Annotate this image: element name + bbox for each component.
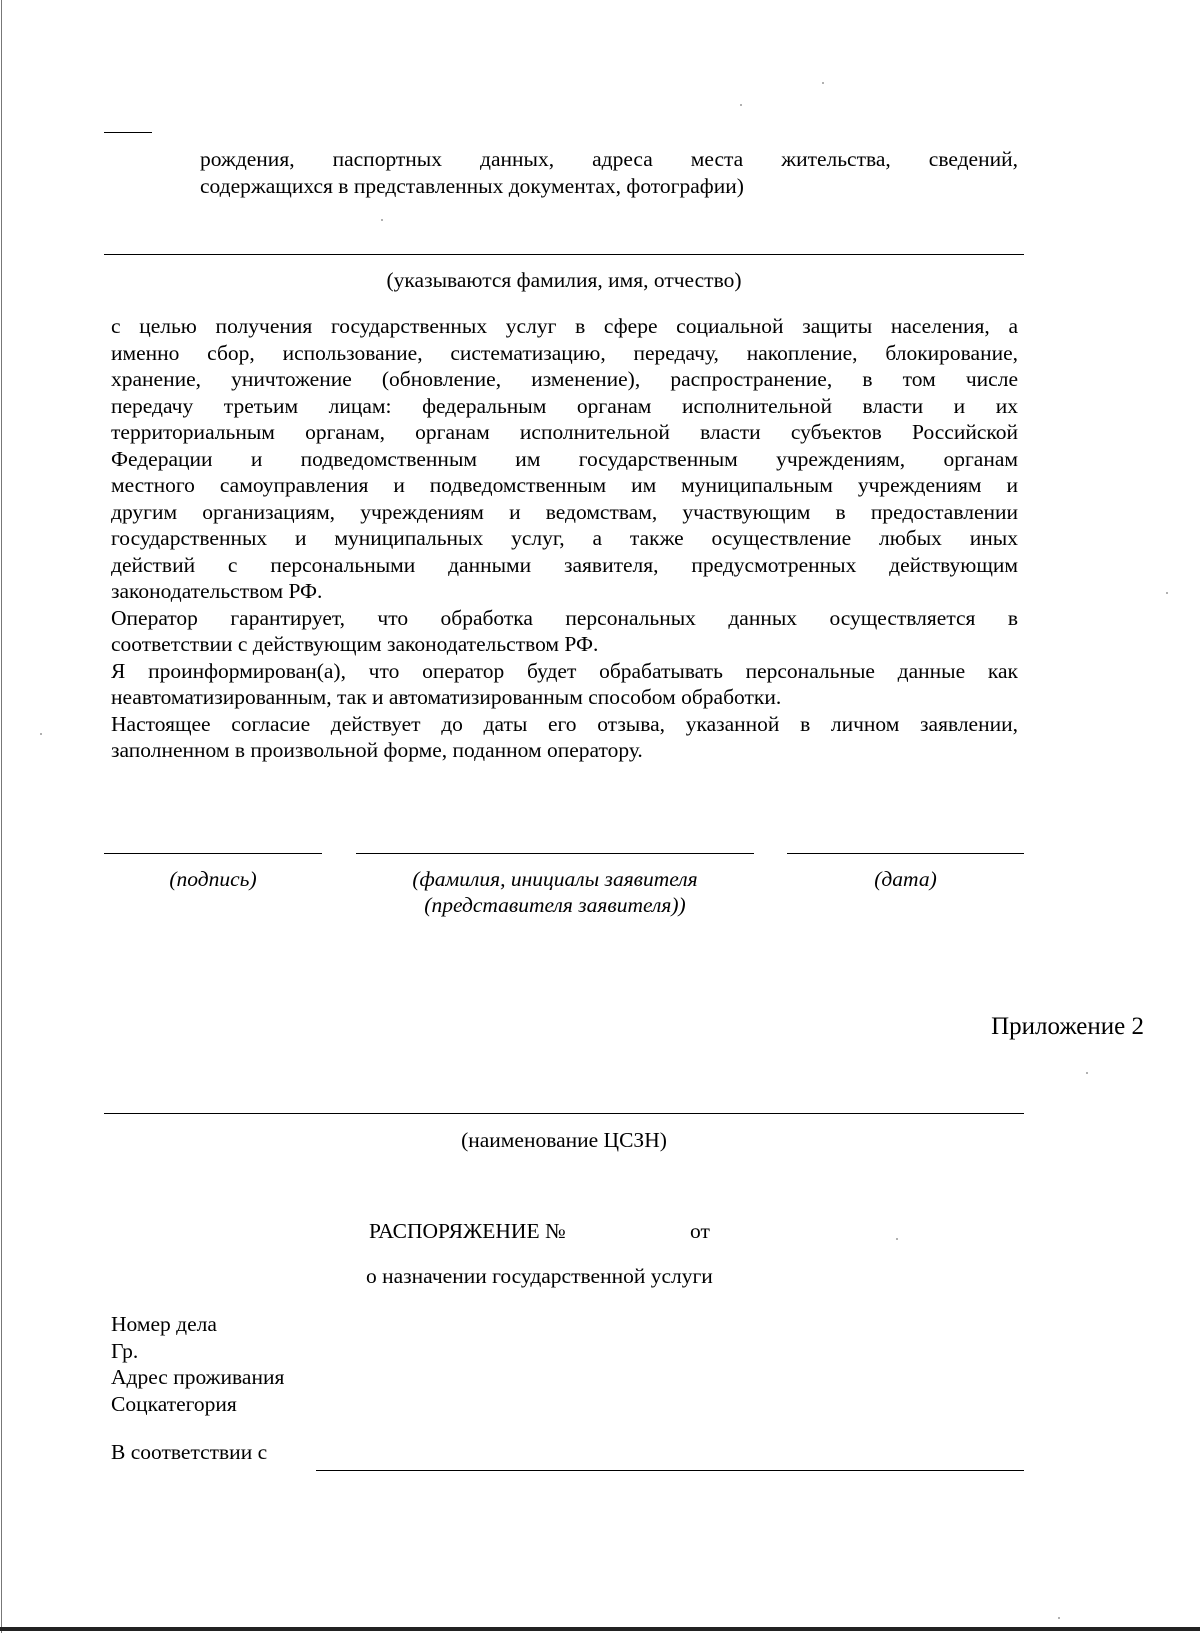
scan-speck bbox=[896, 1238, 898, 1240]
signature-caption: (подпись) bbox=[169, 867, 257, 891]
applicant-name-caption bbox=[356, 866, 754, 918]
consent-line: неавтоматизированным, так и автоматизированным способом обработки. bbox=[111, 685, 782, 709]
org-name-line bbox=[104, 1113, 1024, 1114]
field-labels bbox=[111, 1311, 284, 1417]
consent-line: действий с персональными данными заявителя, предусмотренных действующим bbox=[111, 552, 1018, 577]
order-from: от bbox=[690, 1219, 710, 1243]
name-caption: (указываются фамилия, имя, отчество) bbox=[386, 268, 742, 292]
social-category-label: Соцкатегория bbox=[111, 1391, 237, 1416]
consent-line: заполненном в произвольной форме, поданном оператору. bbox=[111, 738, 643, 762]
address-label: Адрес проживания bbox=[111, 1365, 285, 1389]
top-fragment bbox=[200, 146, 1018, 199]
consent-line: с целью получения государственных услуг в сфере социальной защиты населения, а bbox=[111, 314, 1018, 338]
order-subtitle: о назначении государственной услуги bbox=[366, 1264, 713, 1288]
applicant-name-caption-line: (фамилия, инициалы заявителя bbox=[412, 867, 698, 891]
consent-line: местного самоуправления и подведомственным им муниципальным учреждениям и bbox=[111, 473, 1018, 497]
signature-line bbox=[104, 853, 322, 854]
appendix-label: Приложение 2 bbox=[991, 1013, 1144, 1040]
scan-bottom-edge bbox=[0, 1627, 1200, 1631]
consent-line: государственных и муниципальных услуг, а также осуществление любых иных bbox=[111, 526, 1018, 550]
consent-line: хранение, уничтожение (обновление, изменение), распространение, в том числе bbox=[111, 367, 1018, 391]
consent-line: Оператор гарантирует, что обработка персональных данных осуществляется в bbox=[111, 605, 1018, 630]
consent-line: именно сбор, использование, систематизацию, передачу, накопление, блокирование, bbox=[111, 340, 1018, 365]
applicant-name-caption-line: (представителя заявителя)) bbox=[424, 893, 686, 917]
scan-speck bbox=[1086, 1072, 1088, 1074]
scan-speck bbox=[740, 104, 742, 106]
consent-line: Я проинформирован(а), что оператор будет обрабатывать персональные данные как bbox=[111, 658, 1018, 683]
scan-speck bbox=[381, 219, 383, 221]
top-fragment-line: содержащихся в представленных документах, фотографии) bbox=[200, 173, 744, 198]
date-caption: (дата) bbox=[874, 867, 937, 891]
accordance-label: В соответствии с bbox=[111, 1440, 268, 1464]
accordance-line bbox=[316, 1470, 1024, 1471]
consent-line: территориальным органам, органам исполнительной власти субъектов Российской bbox=[111, 420, 1018, 444]
consent-line: передачу третьим лицам: федеральным органам исполнительной власти и их bbox=[111, 393, 1018, 418]
scan-left-edge bbox=[1, 0, 2, 1633]
consent-paragraph-validity bbox=[111, 711, 1018, 764]
applicant-name-line bbox=[356, 853, 754, 854]
top-fragment-line: рождения, паспортных данных, адреса места жительства, сведений, bbox=[200, 147, 1018, 171]
date-line bbox=[787, 853, 1024, 854]
consent-line: соответствии с действующим законодательством РФ. bbox=[111, 632, 599, 656]
citizen-label: Гр. bbox=[111, 1338, 139, 1363]
scan-speck bbox=[1166, 592, 1168, 594]
consent-line: Настоящее согласие действует до даты его отзыва, указанной в личном заявлении, bbox=[111, 711, 1018, 736]
consent-paragraph-informed bbox=[111, 658, 1018, 711]
consent-paragraph-purpose bbox=[111, 313, 1018, 605]
org-caption: (наименование ЦСЗН) bbox=[461, 1128, 667, 1152]
consent-line: другим организациям, учреждениям и ведомствам, участвующим в предоставлении bbox=[111, 499, 1018, 524]
top-dash bbox=[104, 132, 152, 133]
consent-paragraph-guarantee bbox=[111, 605, 1018, 658]
order-title: РАСПОРЯЖЕНИЕ № bbox=[369, 1219, 566, 1243]
consent-body bbox=[111, 313, 1018, 764]
name-line bbox=[104, 254, 1024, 255]
consent-line: законодательством РФ. bbox=[111, 579, 323, 603]
scan-speck bbox=[40, 733, 42, 735]
case-number-label: Номер дела bbox=[111, 1312, 217, 1336]
scan-speck bbox=[822, 82, 824, 84]
scan-speck bbox=[1058, 1617, 1060, 1619]
consent-line: Федерации и подведомственным им государственным учреждениям, органам bbox=[111, 446, 1018, 471]
